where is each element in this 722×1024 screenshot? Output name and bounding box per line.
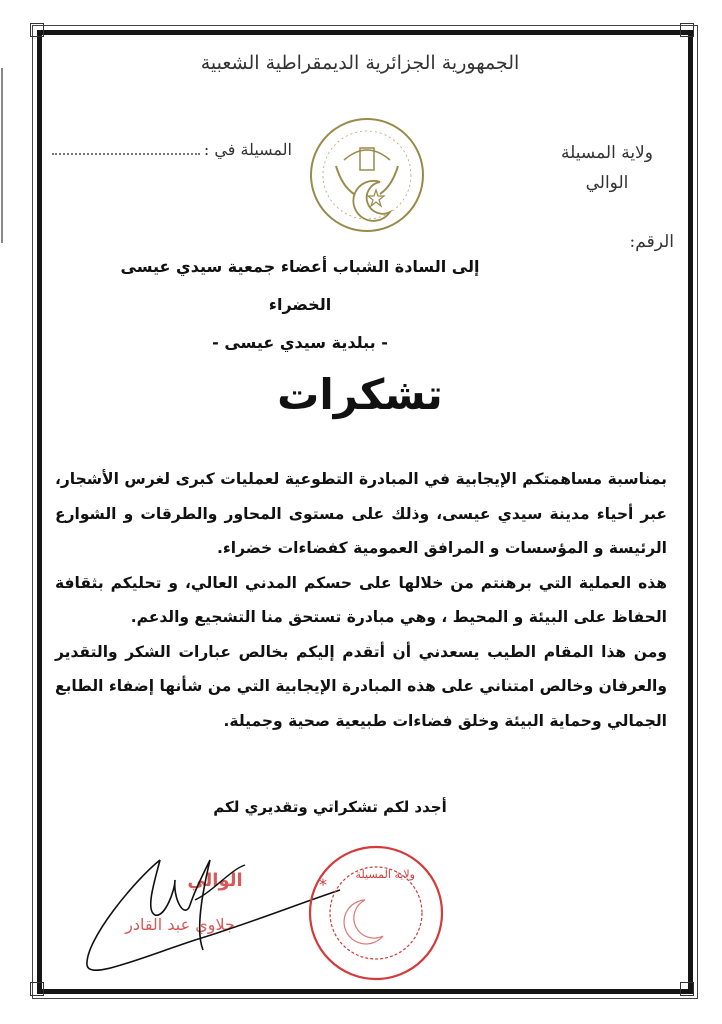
issuer-block — [532, 138, 682, 198]
border-corner-ornament — [680, 982, 694, 996]
closing-line: أجدد لكم تشكراتي وتقديري لكم — [213, 798, 447, 816]
issuer-office: الوالي — [585, 173, 629, 193]
letter-body — [55, 462, 667, 738]
place-date-label: المسيلة في : — [203, 140, 292, 159]
algeria-emblem-icon — [302, 116, 432, 234]
body-paragraph: هذه العملية التي برهنتم من خلالها على حسكم المدني العالي، و تحليكم بثقافة الحفاظ على البيئة و المحيط ، وهي مبادرة تستحق منا التشجيع والدعم. — [55, 573, 667, 626]
border-corner-ornament — [30, 23, 44, 37]
body-paragraph: بمناسبة مساهمتكم الإيجابية في المبادرة التطوعية لعمليات كبرى لغرس الأشجار، عبر أحياء مدينة سيدي عيسى، وذلك على مستوى المحاور والطرقات و الشوارع الرئيسة و المؤسسات و المرافق العمومية كفضاءات خضراء. — [55, 470, 667, 557]
border-corner-ornament — [30, 982, 44, 996]
stamp-text: ولاية المسيلة — [355, 868, 415, 881]
wilaya-name: ولاية المسيلة — [561, 143, 653, 163]
date-dotted-line — [52, 143, 200, 155]
signature-title: الوالي — [187, 870, 243, 891]
republic-header: الجمهورية الجزائرية الديمقراطية الشعبية — [200, 52, 520, 74]
reference-number-label: الرقم: — [629, 232, 674, 252]
svg-text:*: * — [319, 875, 327, 894]
scan-edge-mark — [1, 68, 3, 243]
recipient-line-1: إلى السادة الشباب أعضاء جمعية سيدي عيسى الخضراء — [120, 257, 480, 314]
official-stamp-icon — [305, 842, 447, 984]
document-title: تشكرات — [277, 370, 443, 419]
signatory-name: جلاوي عبد القادر — [125, 915, 235, 934]
place-date-line — [52, 140, 292, 159]
recipient-block — [100, 248, 500, 362]
recipient-line-2: - ببلدية سيدي عيسى - — [212, 333, 388, 352]
border-corner-ornament — [680, 23, 694, 37]
body-paragraph: ومن هذا المقام الطيب يسعدني أن أتقدم إليكم بخالص عبارات الشكر والتقدير والعرفان وخالص امتناني على هذه المبادرة الإيجابية التي من شأنها إضفاء الطابع الجمالي وحماية البيئة وخلق فضاءات طبيعية صحية وجميلة. — [55, 642, 667, 730]
